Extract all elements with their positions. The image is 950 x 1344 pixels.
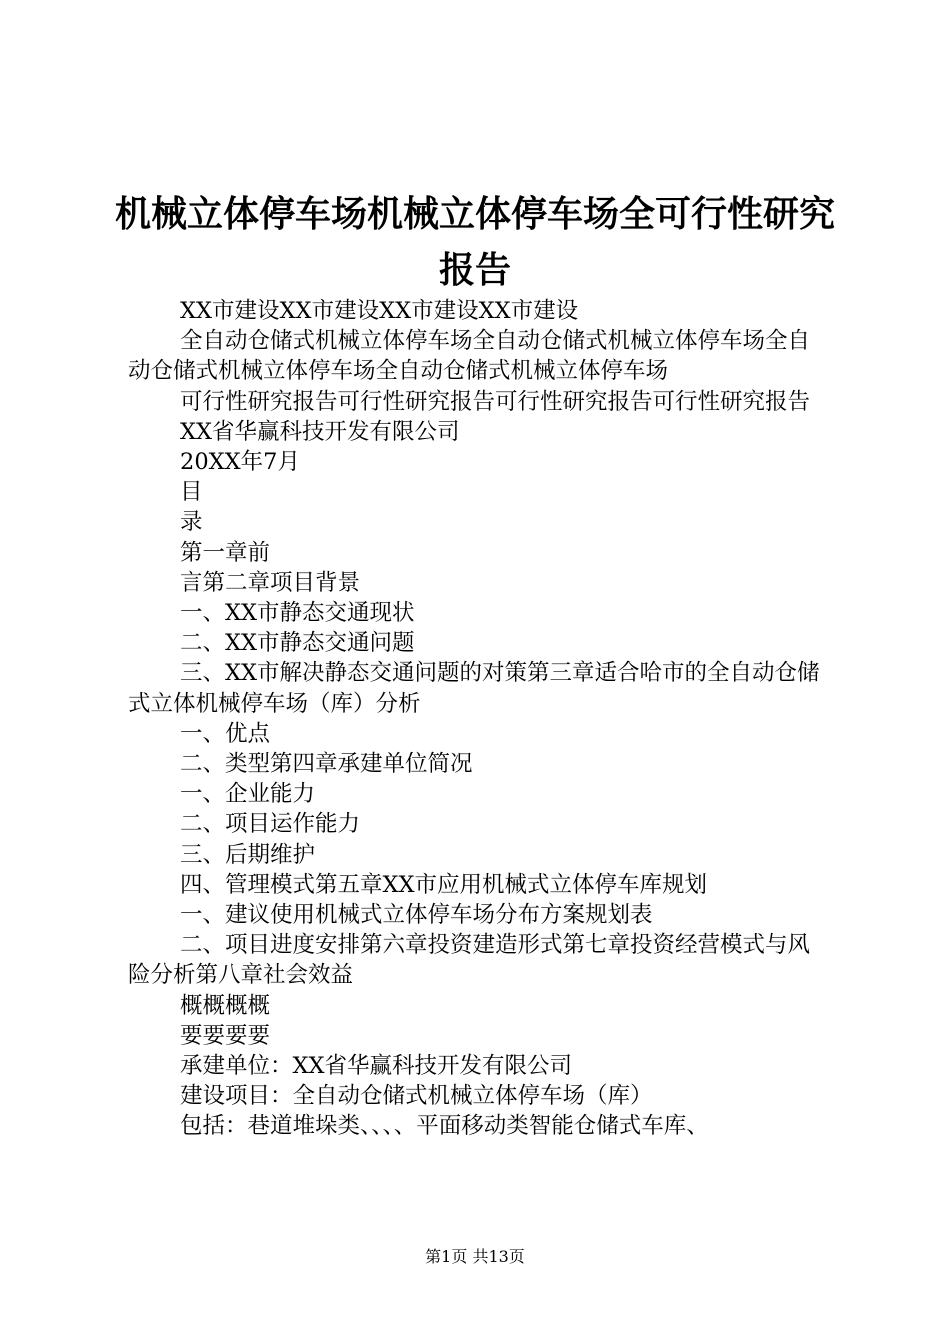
paragraph: 言第二章项目背景: [180, 569, 361, 596]
paragraph: 目: [180, 479, 203, 506]
document-body: [128, 296, 832, 1142]
paragraph: 建设项目：全自动仓储式机械立体停车场（库）: [180, 1083, 653, 1110]
document-title: 机械立体停车场机械立体停车场全可行性研究报告: [114, 193, 835, 291]
paragraph: 一、建议使用机械式立体停车场分布方案规划表: [180, 902, 653, 929]
paragraph: 20XX年7月: [180, 449, 300, 476]
paragraph: 三、XX市解决静态交通问题的对策第三章适合哈市的全自动仓储式立体机械停车场（库）分析: [128, 660, 820, 717]
paragraph: 要要要要: [180, 1022, 271, 1049]
paragraph: 全自动仓储式机械立体停车场全自动仓储式机械立体停车场全自动仓储式机械立体停车场全自动仓储式机械立体停车场: [128, 328, 811, 385]
paragraph: XX省华赢科技开发有限公司: [180, 418, 460, 445]
paragraph: 二、项目运作能力: [180, 811, 361, 838]
paragraph: 录: [180, 509, 203, 536]
paragraph: 二、类型第四章承建单位简况: [180, 751, 473, 778]
paragraph: 可行性研究报告可行性研究报告可行性研究报告可行性研究报告: [180, 388, 811, 415]
paragraph: 包括：巷道堆垛类、、、、平面移动类智能仓储式车库、: [180, 1113, 709, 1140]
paragraph: 第一章前: [180, 539, 271, 566]
paragraph: 三、后期维护: [180, 841, 316, 868]
paragraph: 一、XX市静态交通现状: [180, 600, 415, 627]
paragraph: XX市建设XX市建设XX市建设XX市建设: [180, 298, 579, 324]
paragraph: 承建单位：XX省华赢科技开发有限公司: [180, 1053, 573, 1080]
paragraph: 二、项目进度安排第六章投资建造形式第七章投资经营模式与风险分析第八章社会效益: [128, 932, 811, 989]
paragraph: 二、XX市静态交通问题: [180, 630, 415, 657]
paragraph: 一、企业能力: [180, 781, 316, 808]
paragraph: 一、优点: [180, 720, 271, 747]
paragraph: 概概概概: [180, 992, 271, 1019]
page-footer: 第1页 共13页: [425, 1247, 525, 1266]
paragraph: 四、管理模式第五章XX市应用机械式立体停车库规划: [180, 871, 708, 898]
